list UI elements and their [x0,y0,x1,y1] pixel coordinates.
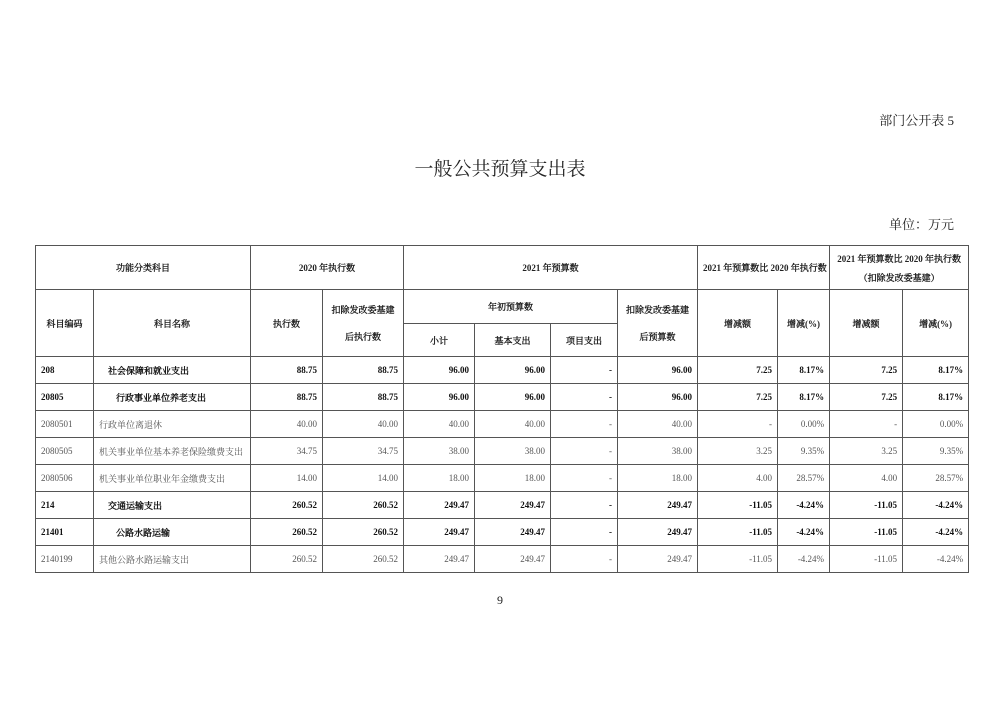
cell-budget-ex: 249.47 [618,546,698,573]
cell-change-pct: -4.24% [778,492,830,519]
cell-change-amt: 4.00 [698,465,778,492]
header-name: 科目名称 [94,290,251,357]
header-code: 科目编码 [36,290,94,357]
cell-subtotal: 18.00 [404,465,475,492]
cell-project: - [551,357,618,384]
cell-change-pct-ex: 28.57% [903,465,969,492]
cell-basic: 96.00 [475,384,551,411]
cell-exec-ex: 88.75 [323,357,404,384]
header-basic: 基本支出 [475,324,551,357]
table-row [36,438,969,465]
table-row [36,465,969,492]
cell-exec-ex: 14.00 [323,465,404,492]
cell-exec: 40.00 [251,411,323,438]
cell-change-amt: 7.25 [698,384,778,411]
cell-budget-ex: 96.00 [618,384,698,411]
header-row-2 [36,290,969,324]
cell-code: 2080501 [36,411,94,438]
page-title: 一般公共预算支出表 [414,158,586,180]
cell-exec: 14.00 [251,465,323,492]
header-budget-ex-line2: 后预算数 [639,332,676,342]
table-row [36,546,969,573]
cell-name: 其他公路水路运输支出 [94,546,251,573]
header-exec-2020: 2020 年执行数 [251,246,404,290]
cell-subtotal: 249.47 [404,546,475,573]
header-compare-ex-line2: （扣除发改委基建） [858,272,940,283]
cell-change-pct: 0.00% [778,411,830,438]
cell-basic: 40.00 [475,411,551,438]
table-row [36,519,969,546]
cell-change-amt-ex: -11.05 [830,519,903,546]
header-change-pct-ex: 增减(%) [903,290,969,357]
cell-change-amt-ex: 3.25 [830,438,903,465]
cell-change-pct: -4.24% [778,519,830,546]
cell-budget-ex: 40.00 [618,411,698,438]
cell-change-pct: 9.35% [778,438,830,465]
cell-project: - [551,519,618,546]
header-compare: 2021 年预算数比 2020 年执行数 [698,246,830,290]
cell-change-pct-ex: -4.24% [903,546,969,573]
cell-change-pct-ex: 0.00% [903,411,969,438]
header-initial-budget: 年初预算数 [404,290,618,324]
header-exec-ex [323,290,404,357]
cell-change-amt-ex: 7.25 [830,357,903,384]
header-exec-ex-line2: 后执行数 [345,332,382,342]
cell-budget-ex: 38.00 [618,438,698,465]
header-func-class: 功能分类科目 [36,246,251,290]
cell-subtotal: 38.00 [404,438,475,465]
cell-exec: 34.75 [251,438,323,465]
cell-code: 214 [36,492,94,519]
header-change-pct: 增减(%) [778,290,830,357]
cell-project: - [551,384,618,411]
cell-project: - [551,546,618,573]
cell-exec-ex: 260.52 [323,492,404,519]
cell-change-amt: -11.05 [698,546,778,573]
cell-change-amt: 7.25 [698,357,778,384]
cell-change-pct-ex: 8.17% [903,357,969,384]
header-budget-2021: 2021 年预算数 [404,246,698,290]
cell-basic: 38.00 [475,438,551,465]
cell-basic: 249.47 [475,492,551,519]
header-exec: 执行数 [251,290,323,357]
cell-change-pct-ex: -4.24% [903,519,969,546]
cell-change-pct-ex: 9.35% [903,438,969,465]
header-project: 项目支出 [551,324,618,357]
form-number: 部门公开表 5 [879,113,954,128]
cell-name: 机关事业单位职业年金缴费支出 [94,465,251,492]
cell-exec: 260.52 [251,546,323,573]
cell-project: - [551,411,618,438]
cell-change-pct: 28.57% [778,465,830,492]
cell-exec: 260.52 [251,519,323,546]
cell-name: 公路水路运输 [94,519,251,546]
table-row [36,411,969,438]
cell-exec-ex: 260.52 [323,519,404,546]
cell-exec-ex: 40.00 [323,411,404,438]
cell-code: 2080505 [36,438,94,465]
cell-code: 20805 [36,384,94,411]
header-change-amt-ex: 增减额 [830,290,903,357]
header-budget-ex-line1: 扣除发改委基建 [626,305,690,315]
table-row [36,357,969,384]
cell-change-amt-ex: -11.05 [830,546,903,573]
header-row-1 [36,246,969,290]
header-change-amt: 增减额 [698,290,778,357]
cell-exec: 88.75 [251,384,323,411]
table-row [36,492,969,519]
cell-change-pct-ex: 8.17% [903,384,969,411]
cell-exec-ex: 88.75 [323,384,404,411]
cell-change-amt-ex: - [830,411,903,438]
cell-subtotal: 249.47 [404,492,475,519]
cell-basic: 249.47 [475,519,551,546]
header-exec-ex-line1: 扣除发改委基建 [331,305,395,315]
header-budget-ex [618,290,698,357]
cell-project: - [551,438,618,465]
table-row [36,384,969,411]
cell-basic: 96.00 [475,357,551,384]
cell-name: 行政事业单位养老支出 [94,384,251,411]
cell-budget-ex: 18.00 [618,465,698,492]
cell-change-amt: 3.25 [698,438,778,465]
header-compare-ex [830,246,969,290]
cell-name: 行政单位离退休 [94,411,251,438]
header-subtotal: 小计 [404,324,475,357]
cell-exec-ex: 260.52 [323,546,404,573]
cell-change-pct: 8.17% [778,384,830,411]
cell-exec: 88.75 [251,357,323,384]
unit-label: 单位：万元 [888,217,954,232]
cell-name: 机关事业单位基本养老保险缴费支出 [94,438,251,465]
cell-subtotal: 96.00 [404,357,475,384]
cell-code: 2140199 [36,546,94,573]
cell-project: - [551,492,618,519]
cell-change-pct-ex: -4.24% [903,492,969,519]
budget-table [35,245,969,573]
cell-change-amt-ex: -11.05 [830,492,903,519]
cell-budget-ex: 96.00 [618,357,698,384]
cell-project: - [551,465,618,492]
cell-change-amt-ex: 7.25 [830,384,903,411]
cell-change-amt: -11.05 [698,492,778,519]
cell-budget-ex: 249.47 [618,492,698,519]
cell-change-pct: -4.24% [778,546,830,573]
cell-subtotal: 249.47 [404,519,475,546]
cell-change-pct: 8.17% [778,357,830,384]
cell-subtotal: 96.00 [404,384,475,411]
cell-basic: 18.00 [475,465,551,492]
cell-change-amt-ex: 4.00 [830,465,903,492]
cell-subtotal: 40.00 [404,411,475,438]
cell-exec: 260.52 [251,492,323,519]
cell-basic: 249.47 [475,546,551,573]
cell-code: 208 [36,357,94,384]
cell-budget-ex: 249.47 [618,519,698,546]
cell-change-amt: - [698,411,778,438]
cell-change-amt: -11.05 [698,519,778,546]
cell-code: 2080506 [36,465,94,492]
page-number: 9 [497,593,503,607]
cell-code: 21401 [36,519,94,546]
header-compare-ex-line1: 2021 年预算数比 2020 年执行数 [837,253,961,264]
cell-exec-ex: 34.75 [323,438,404,465]
cell-name: 社会保障和就业支出 [94,357,251,384]
cell-name: 交通运输支出 [94,492,251,519]
